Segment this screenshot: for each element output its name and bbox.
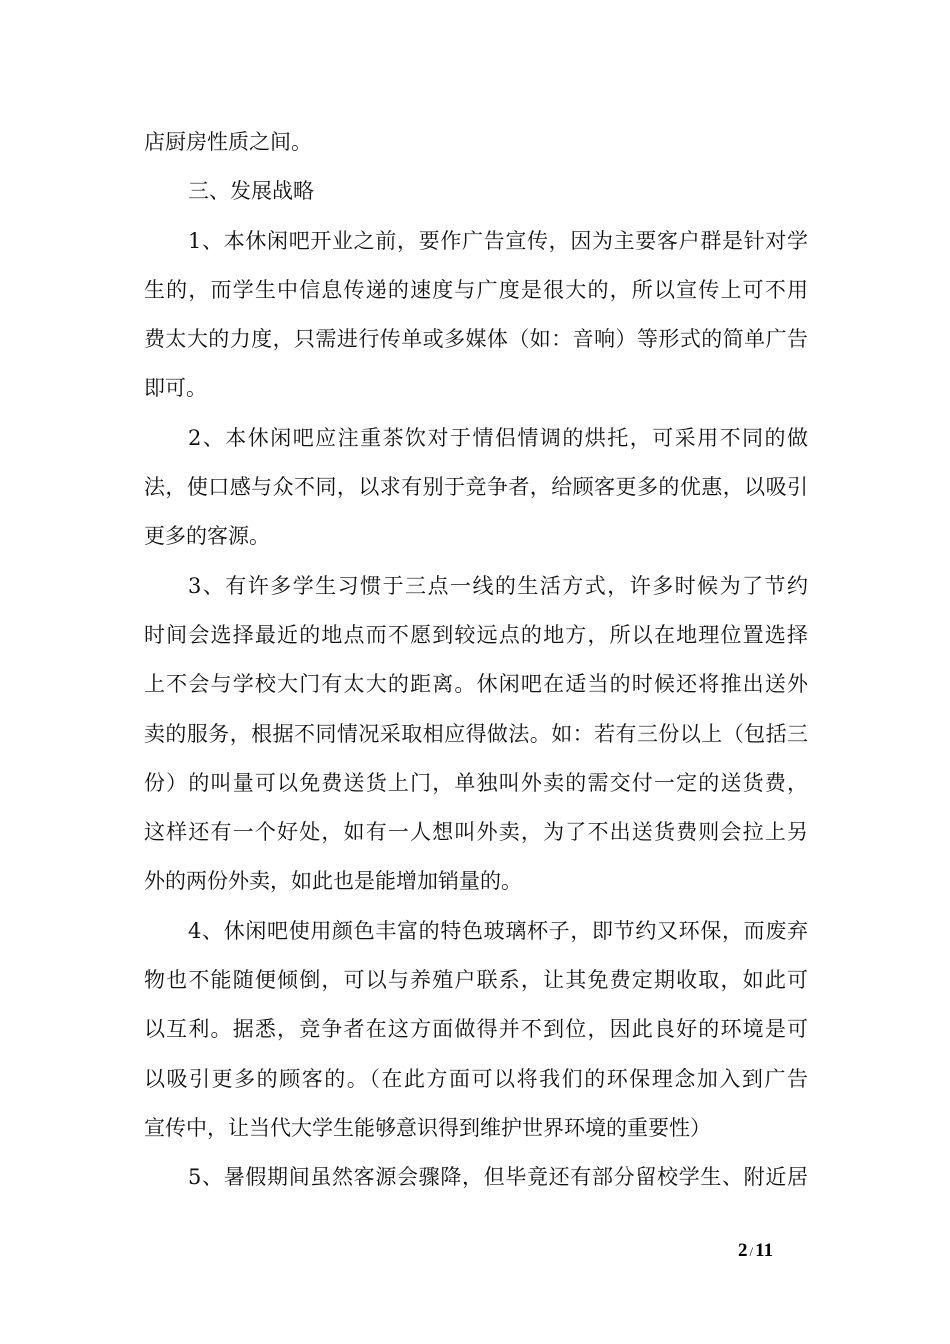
text-line: 时间会选择最近的地点而不愿到较远点的地方，所以在地理位置选择	[144, 622, 808, 647]
text-line: 2、本休闲吧应注重茶饮对于情侣情调的烘托，可采用不同的做	[188, 425, 808, 450]
text-line: 外的两份外卖，如此也是能增加销量的。	[144, 869, 522, 894]
paragraph-item-4	[144, 913, 808, 1159]
text-line: 卖的服务，根据不同情况采取相应得做法。如：若有三份以上（包括三	[144, 721, 808, 746]
text-line: 以互利。据悉，竞争者在这方面做得并不到位，因此良好的环境是可	[144, 1017, 808, 1042]
text-line: 费太大的力度，只需进行传单或多媒体（如：音响）等形式的简单广告	[144, 327, 808, 352]
page-current: 2	[738, 1240, 748, 1261]
paragraph-section-heading	[144, 173, 808, 222]
text-line: 三、发展战略	[188, 179, 314, 204]
page-separator: /	[749, 1244, 754, 1259]
text-line: 店厨房性质之间。	[144, 130, 312, 154]
text-line: 这样还有一个好处，如有一人想叫外卖，为了不出送货费则会拉上另	[144, 820, 808, 845]
page-total: 11	[755, 1240, 774, 1261]
paragraph-continuation	[144, 124, 808, 173]
text-line: 即可。	[144, 376, 207, 401]
document-body	[144, 124, 808, 1209]
text-line: 法，使口感与众不同，以求有别于竞争者，给顾客更多的优惠，以吸引	[144, 475, 808, 500]
text-line: 生的，而学生中信息传递的速度与广度是很大的，所以宣传上可不用	[144, 277, 808, 302]
text-line: 以吸引更多的顾客的。（在此方面可以将我们的环保理念加入到广告	[144, 1066, 808, 1091]
text-line: 宣传中，让当代大学生能够意识得到维护世界环境的重要性）	[144, 1115, 711, 1140]
text-line: 5、暑假期间虽然客源会骤降，但毕竟还有部分留校学生、附近居	[188, 1165, 808, 1190]
paragraph-item-2	[144, 420, 808, 568]
paragraph-item-5	[144, 1159, 808, 1208]
text-line: 物也不能随便倾倒，可以与养殖户联系，让其免费定期收取，如此可	[144, 968, 808, 993]
text-line: 3、有许多学生习惯于三点一线的生活方式，许多时候为了节约	[188, 573, 808, 598]
paragraph-item-3	[144, 568, 808, 913]
text-line: 更多的客源。	[144, 524, 270, 549]
text-line: 4、休闲吧使用颜色丰富的特色玻璃杯子，即节约又环保，而废弃	[188, 918, 808, 943]
text-line: 份）的叫量可以免费送货上门，单独叫外卖的需交付一定的送货费，	[144, 770, 808, 795]
text-line: 1、本休闲吧开业之前，要作广告宣传，因为主要客户群是针对学	[188, 228, 808, 253]
paragraph-item-1	[144, 223, 808, 420]
text-line: 上不会与学校大门有太大的距离。休闲吧在适当的时候还将推出送外	[144, 672, 808, 697]
page-number	[738, 1240, 773, 1262]
